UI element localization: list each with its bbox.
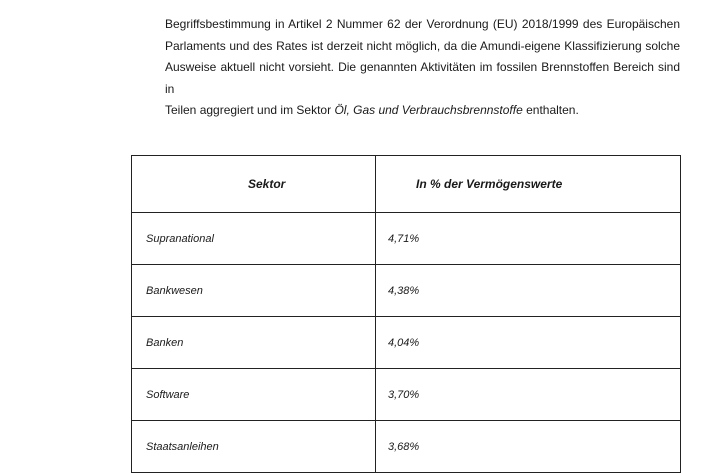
sector-column-header: Sektor — [132, 156, 376, 213]
paragraph-sector-name: Öl, Gas und Verbrauchsbrennstoffe — [334, 103, 523, 117]
percent-cell: 3,70% — [376, 369, 681, 421]
percent-column-header: In % der Vermögenswerte — [376, 156, 681, 213]
paragraph-line — [165, 100, 680, 122]
percent-cell: 4,71% — [376, 213, 681, 265]
paragraph-line: Ausweise aktuell nicht vorsieht. Die genannten Aktivitäten im fossilen Brennstoffen Bereich sind in — [165, 60, 680, 96]
paragraph-line: Begriffsbestimmung in Artikel 2 Nummer 62 der Verordnung (EU) 2018/1999 des Europäischen — [165, 17, 680, 31]
sector-cell: Staatsanleihen — [132, 421, 376, 473]
table-row — [132, 369, 681, 421]
table-row — [132, 317, 681, 369]
paragraph-line: Parlaments und des Rates ist derzeit nicht möglich, da die Amundi-eigene Klassifizierung solche — [165, 38, 680, 53]
percent-cell: 4,04% — [376, 317, 681, 369]
sector-cell: Supranational — [132, 213, 376, 265]
sector-cell: Banken — [132, 317, 376, 369]
percent-cell: 4,38% — [376, 265, 681, 317]
sector-cell: Bankwesen — [132, 265, 376, 317]
paragraph-text: enthalten. — [522, 103, 579, 117]
sector-cell: Software — [132, 369, 376, 421]
paragraph-text: Teilen aggregiert und im Sektor — [165, 103, 335, 117]
table-row — [132, 421, 681, 473]
percent-cell: 3,68% — [376, 421, 681, 473]
table-row — [132, 213, 681, 265]
table-row — [132, 265, 681, 317]
table-header-row — [132, 156, 681, 213]
body-paragraph — [165, 14, 680, 122]
sector-table — [131, 155, 681, 473]
